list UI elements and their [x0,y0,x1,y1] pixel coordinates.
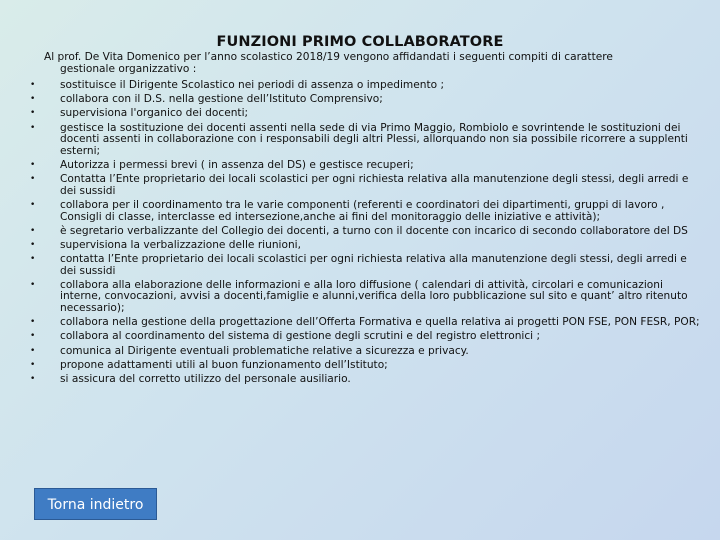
bullet-icon: • [30,174,36,185]
list-item [30,331,702,343]
list-item [30,374,702,386]
duties-list [30,80,702,388]
list-item-text: sostituisce il Dirigente Scolastico nei periodi di assenza o impedimento ; [60,79,445,91]
list-item-text: supervisiona la verbalizzazione delle riunioni, [60,238,301,251]
bullet-icon: • [30,331,36,342]
list-item-text: collabora per il coordinamento tra le varie componenti (referenti e coordinatori dei dipartimenti, gruppi di lavoro , Consigli di classe, interclasse ed intersezione,anche ai fini del monitoraggio delle iniziative e attività); [60,198,665,223]
list-item [30,280,702,315]
intro-line-1: Al prof. De Vita Domenico per l’anno scolastico 2018/19 vengono affidandati i seguenti compiti di carattere [44,51,613,63]
intro-line-2: gestionale organizzativo : [60,62,197,75]
bullet-icon: • [30,159,36,170]
list-item [30,174,702,197]
bullet-icon: • [30,108,36,119]
bullet-icon: • [30,254,36,265]
bullet-icon: • [30,239,36,250]
list-item-text: è segretario verbalizzante del Collegio dei docenti, a turno con il docente con incarico di secondo collaboratore del DS [60,224,688,237]
list-item [30,240,702,252]
bullet-icon: • [30,359,36,370]
list-item-text: collabora alla elaborazione delle informazioni e alla loro diffusione ( calendari di attività, circolari e comunicazioni interne, convocazioni, avvisi a docenti,famiglie e alunni,verifica della loro pubblicazione sul sito e quant’ altro ritenuto necessario); [60,278,688,315]
list-item-text: collabora al coordinamento del sistema di gestione degli scrutini e del registro elettronici ; [60,330,541,343]
list-item-text: si assicura del corretto utilizzo del personale ausiliario. [60,372,351,385]
list-item [30,254,702,277]
list-item-text: gestisce la sostituzione dei docenti assenti nella sede di via Primo Maggio, Rombiolo e sovrintende le sostituzioni dei docenti assenti in collaborazione con i responsabili degli altri Plessi, allorquando non sia possibile ricorrere a supplenti esterni; [60,121,688,157]
back-button[interactable]: Torna indietro [34,488,157,520]
list-item-text: supervisiona l'organico dei docenti; [60,107,249,120]
bullet-icon: • [30,345,36,356]
bullet-icon: • [30,122,36,133]
list-item-text: contatta l’Ente proprietario dei locali scolastici per ogni richiesta relativa alla manutenzione degli stessi, degli arredi e dei sussidi [60,253,687,277]
bullet-icon: • [30,225,36,236]
list-item [30,200,702,223]
list-item-text: collabora con il D.S. nella gestione dell’Istituto Comprensivo; [60,93,383,106]
list-item [30,360,702,372]
bullet-icon: • [30,199,36,210]
list-item [30,226,702,238]
bullet-icon: • [30,80,36,90]
list-item [30,108,702,120]
list-item [30,317,702,329]
page-title: FUNZIONI PRIMO COLLABORATORE [216,34,504,50]
list-item-text: collabora nella gestione della progettazione dell’Offerta Formativa e quella relativa ai progetti PON FSE, PON FESR, POR; [60,316,700,329]
list-item [30,80,702,92]
list-item-text: propone adattamenti utili al buon funzionamento dell’Istituto; [60,358,388,371]
bullet-icon: • [30,94,36,105]
list-item [30,123,702,158]
bullet-icon: • [30,279,36,290]
list-item-text: Contatta l’Ente proprietario dei locali scolastici per ogni richiesta relativa alla manutenzione degli stessi, degli arredi e dei sussidi [60,173,689,197]
list-item-text: comunica al Dirigente eventuali problematiche relative a sicurezza e privacy. [60,344,469,357]
list-item [30,346,702,358]
list-item-text: Autorizza i permessi brevi ( in assenza del DS) e gestisce recuperi; [60,158,414,171]
list-item [30,160,702,172]
intro-text [44,52,694,75]
list-item [30,94,702,106]
bullet-icon: • [30,373,36,384]
bullet-icon: • [30,317,36,328]
